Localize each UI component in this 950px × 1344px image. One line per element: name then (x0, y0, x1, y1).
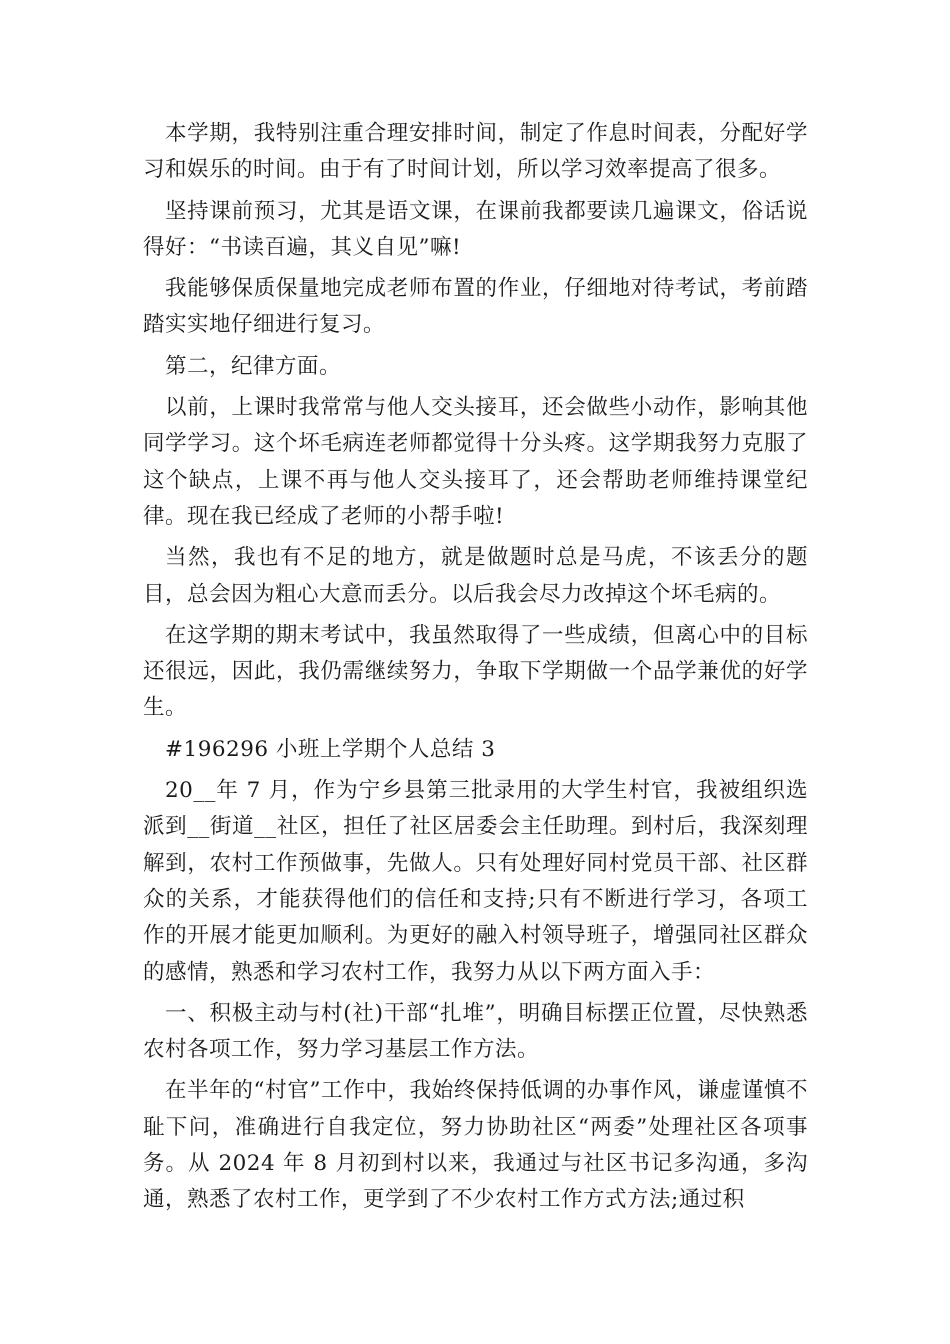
section-heading-discipline: 第二，纪律方面。 (165, 353, 342, 379)
paragraph-homework: 我能够保质保量地完成老师布置的作业，仔细地对待考试，考前踏踏实实地仔细进行复习。 (143, 276, 808, 338)
paragraph-village-official: 20__年 7 月，作为宁乡县第三批录用的大学生村官，我被组织选派到__街道__社区，担任了社区居委会主任助理。到村后，我深刻理解到，农村工作预做事，先做人。只有处理好同村党员干部、社区群众的关系，才能获得他们的信任和支持;只有不断进行学习，各项工作的开展才能更加顺利。为更好的融入村领导班子，增强同社区群众的感情，熟悉和学习农村工作，我努力从以下两方面入手： (143, 778, 808, 985)
paragraph-preview-lessons: 坚持课前预习，尤其是语文课，在课前我都要读几遍课文，俗话说得好：“书读百遍，其义自见”嘛! (143, 198, 808, 260)
paragraph-time-planning: 本学期，我特别注重合理安排时间，制定了作息时间表，分配好学习和娱乐的时间。由于有了时间计划，所以学习效率提高了很多。 (143, 121, 808, 183)
paragraph-shortcomings: 当然，我也有不足的地方，就是做题时总是马虎，不该丢分的题目，总会因为粗心大意而丢分。以后我会尽力改掉这个坏毛病的。 (143, 545, 808, 607)
article-title: #196296 小班上学期个人总结 3 (165, 736, 496, 762)
paragraph-half-year-work: 在半年的“村官”工作中，我始终保持低调的办事作风，谦虚谨慎不耻下问，准确进行自我定位，努力协助社区“两委”处理社区各项事务。从 2024 年 8 月初到村以来，我通过与社区书记多沟通，多沟通，熟悉了农村工作，更学到了不少农村工作方式方法;通过积 (143, 1078, 808, 1213)
paragraph-point-one: 一、积极主动与村(社)干部“扎堆”，明确目标摆正位置，尽快熟悉农村各项工作，努力学习基层工作方法。 (143, 1000, 808, 1063)
paragraph-final-exam: 在这学期的期末考试中，我虽然取得了一些成绩，但离心中的目标还很远，因此，我仍需继续努力，争取下学期做一个品学兼优的好学生。 (143, 622, 808, 721)
paragraph-discipline: 以前，上课时我常常与他人交头接耳，还会做些小动作，影响其他同学学习。这个坏毛病连老师都觉得十分头疼。这学期我努力克服了这个缺点，上课不再与他人交头接耳了，还会帮助老师维持课堂纪律。现在我已经成了老师的小帮手啦! (143, 395, 808, 529)
document-body (143, 116, 808, 1219)
